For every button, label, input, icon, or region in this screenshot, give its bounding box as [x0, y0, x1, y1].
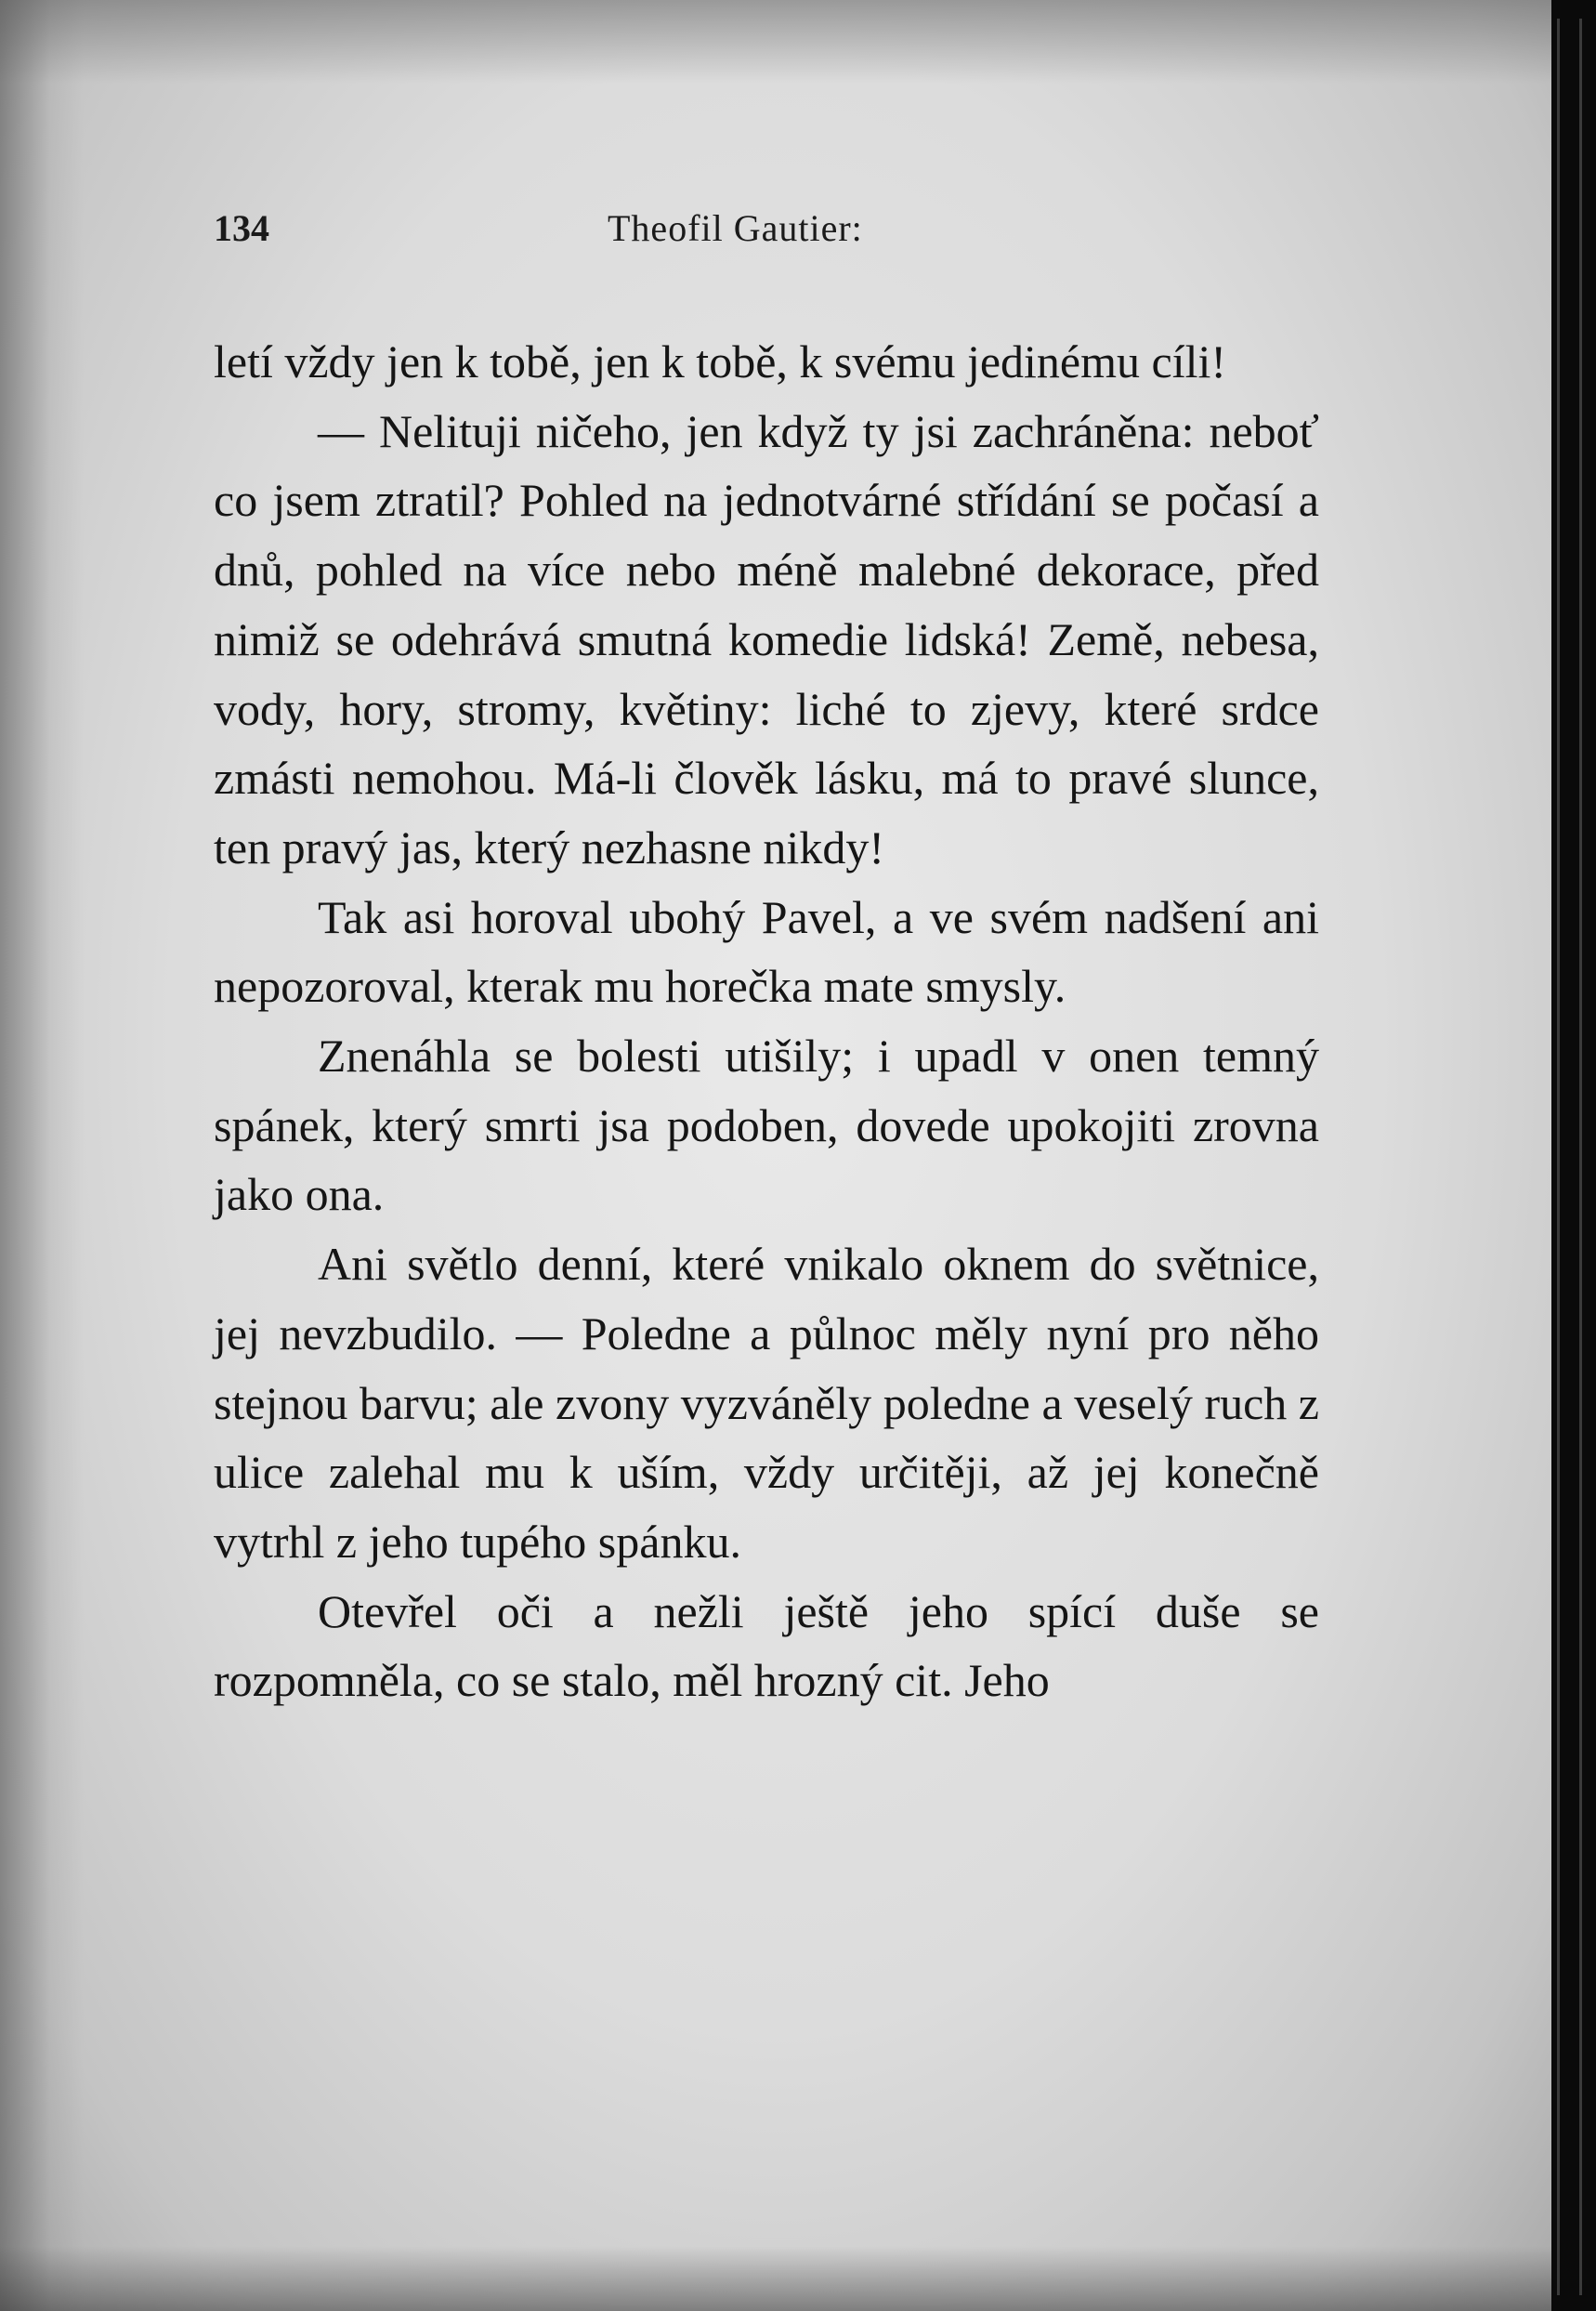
page-number: 134	[214, 207, 269, 249]
running-header	[214, 206, 1319, 253]
page-shadow-left	[0, 0, 84, 2311]
paragraph-continuation: letí vždy jen k tobě, jen k tobě, k svému jedinému cíli!	[214, 335, 1227, 387]
paragraph: Otevřel oči a nežli ještě jeho spící duše se rozpomněla, co se stalo, měl hrozný cit. Jeho	[214, 1584, 1319, 1707]
page-shadow-top	[0, 0, 1551, 84]
paragraph: Ani světlo denní, které vnikalo oknem do světnice, jej nevzbudilo. — Poledne a půlnoc měly nyní pro něho stejnou barvu; ale zvony vyzváněly poledne a veselý ruch z ulice zalehal mu k uším, vždy určitěji, až jej konečně vytrhl z jeho tupého spánku.	[214, 1238, 1319, 1568]
paragraph: Znenáhla se bolesti utišily; i upadl v onen temný spánek, který smrti jsa podoben, dovede upokojiti zrovna jako ona.	[214, 1030, 1319, 1221]
body-text	[214, 327, 1319, 1715]
paragraph: — Nelituji ničeho, jen když ty jsi zachráněna: neboť co jsem ztratil? Pohled na jednotvárné střídání se počasí a dnů, pohled na více nebo méně malebné dekorace, před nimiž se odehrává smutná komedie lidská! Země, nebesa, vody, hory, stromy, květiny: liché to zjevy, které srdce zmásti nemohou. Má-li člověk lásku, má to pravé slunce, ten pravý jas, který nezhasne nikdy!	[214, 404, 1319, 873]
scan-border-line	[1579, 19, 1582, 2295]
page-shadow-bottom	[0, 2246, 1551, 2311]
scan-border-line	[1557, 19, 1560, 2295]
scan-border-right	[1551, 0, 1596, 2311]
paragraph: Tak asi horoval ubohý Pavel, a ve svém nadšení ani nepozoroval, kterak mu horečka mate smysly.	[214, 890, 1319, 1013]
running-title: Theofil Gautier:	[608, 207, 863, 249]
